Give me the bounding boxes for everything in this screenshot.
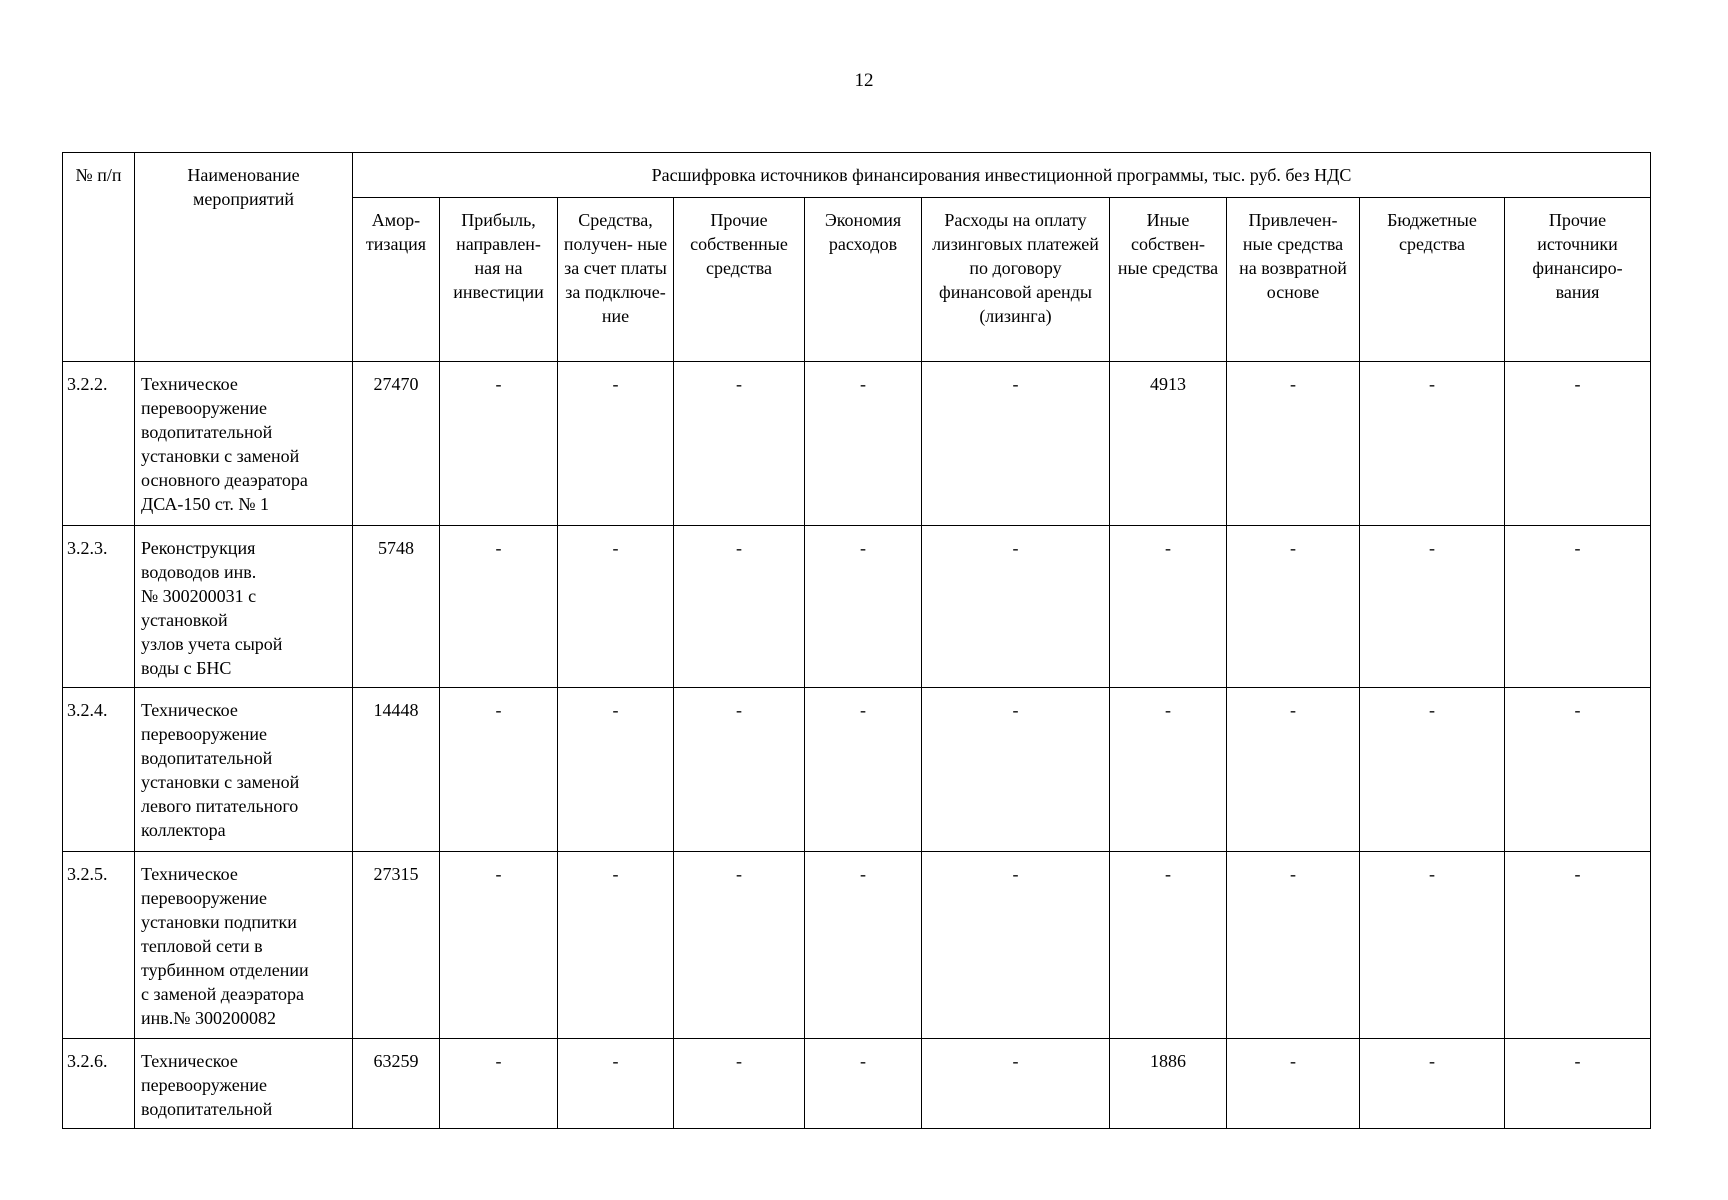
row-name-line: с заменой деаэратора — [141, 984, 304, 1004]
col-header-budget: Бюджетные средства — [1360, 198, 1505, 362]
cell-other_own2: 1886 — [1110, 1039, 1227, 1129]
row-name-line: Реконструкция — [141, 538, 256, 558]
row-name-line: перевооружение — [141, 1075, 267, 1095]
row-name-line: коллектора — [141, 820, 226, 840]
row-name-line: перевооружение — [141, 888, 267, 908]
cell-other_own2: 4913 — [1110, 362, 1227, 526]
cell-other_sources: - — [1505, 526, 1651, 688]
cell-borrowed: - — [1227, 688, 1360, 852]
row-number: 3.2.4. — [63, 688, 135, 852]
cell-leasing: - — [922, 1039, 1110, 1129]
row-name-line: Техническое — [141, 700, 238, 720]
row-name-line: ДСА-150 ст. № 1 — [141, 494, 270, 514]
row-name — [135, 688, 353, 852]
row-name-line: турбинном отделении — [141, 960, 309, 980]
col-header-name: Наименование мероприятий — [135, 153, 353, 362]
cell-budget: - — [1360, 852, 1505, 1039]
row-name-line: перевооружение — [141, 724, 267, 744]
col-header-profit: Прибыль, направлен- ная на инвестиции — [440, 198, 558, 362]
cell-budget: - — [1360, 526, 1505, 688]
cell-profit: - — [440, 362, 558, 526]
table-row — [63, 852, 1651, 1039]
cell-other_own: - — [674, 526, 805, 688]
cell-amort: 27470 — [353, 362, 440, 526]
col-header-savings: Экономия расходов — [805, 198, 922, 362]
row-name — [135, 852, 353, 1039]
row-name-line: установки с заменой — [141, 772, 300, 792]
header-row-group — [63, 153, 1651, 198]
col-header-num: № п/п — [63, 153, 135, 362]
cell-amort: 5748 — [353, 526, 440, 688]
cell-other_own2: - — [1110, 852, 1227, 1039]
row-name-line: водопитательной — [141, 1099, 273, 1119]
row-name-line: основного деаэратора — [141, 470, 308, 490]
table-row — [63, 1039, 1651, 1129]
cell-connection: - — [558, 362, 674, 526]
table-body — [63, 362, 1651, 1129]
table-row — [63, 362, 1651, 526]
cell-other_sources: - — [1505, 362, 1651, 526]
col-header-connection-fee: Средства, получен- ные за счет платы за подключе- ние — [558, 198, 674, 362]
row-name-line: воды с БНС — [141, 658, 232, 678]
cell-borrowed: - — [1227, 1039, 1360, 1129]
group-header: Расшифровка источников финансирования инвестиционной программы, тыс. руб. без НДС — [353, 153, 1651, 198]
cell-borrowed: - — [1227, 526, 1360, 688]
row-name-line: инв.№ 300200082 — [141, 1008, 276, 1028]
cell-budget: - — [1360, 688, 1505, 852]
col-header-other-own: Прочие собственные средства — [674, 198, 805, 362]
row-name-line: узлов учета сырой — [141, 634, 283, 654]
cell-leasing: - — [922, 526, 1110, 688]
cell-profit: - — [440, 688, 558, 852]
col-header-other-sources: Прочие источники финансиро- вания — [1505, 198, 1651, 362]
row-name-line: перевооружение — [141, 398, 267, 418]
cell-profit: - — [440, 526, 558, 688]
cell-budget: - — [1360, 1039, 1505, 1129]
cell-savings: - — [805, 852, 922, 1039]
row-name-line: Техническое — [141, 864, 238, 884]
cell-other_sources: - — [1505, 688, 1651, 852]
cell-other_own2: - — [1110, 526, 1227, 688]
cell-profit: - — [440, 1039, 558, 1129]
cell-connection: - — [558, 688, 674, 852]
cell-leasing: - — [922, 362, 1110, 526]
cell-borrowed: - — [1227, 852, 1360, 1039]
row-name-line: водопитательной — [141, 748, 273, 768]
cell-other_own2: - — [1110, 688, 1227, 852]
cell-other_own: - — [674, 852, 805, 1039]
cell-savings: - — [805, 688, 922, 852]
row-name-line: установки с заменой — [141, 446, 300, 466]
cell-leasing: - — [922, 688, 1110, 852]
page-number: 12 — [854, 70, 874, 91]
row-name-line: водоводов инв. — [141, 562, 257, 582]
cell-connection: - — [558, 526, 674, 688]
row-name-line: № 300200031 с — [141, 586, 257, 606]
cell-leasing: - — [922, 852, 1110, 1039]
row-number: 3.2.2. — [63, 362, 135, 526]
table-row — [63, 688, 1651, 852]
cell-amort: 63259 — [353, 1039, 440, 1129]
cell-savings: - — [805, 362, 922, 526]
row-name — [135, 1039, 353, 1129]
cell-connection: - — [558, 1039, 674, 1129]
cell-other_sources: - — [1505, 1039, 1651, 1129]
row-name-line: установки подпитки — [141, 912, 297, 932]
row-name-line: водопитательной — [141, 422, 273, 442]
cell-connection: - — [558, 852, 674, 1039]
row-number: 3.2.6. — [63, 1039, 135, 1129]
row-name — [135, 526, 353, 688]
col-header-other-own-2: Иные собствен- ные средства — [1110, 198, 1227, 362]
row-name-line: установкой — [141, 610, 228, 630]
cell-other_sources: - — [1505, 852, 1651, 1039]
row-number: 3.2.5. — [63, 852, 135, 1039]
table-row — [63, 526, 1651, 688]
col-header-amortization: Амор- тизация — [353, 198, 440, 362]
cell-profit: - — [440, 852, 558, 1039]
cell-other_own: - — [674, 1039, 805, 1129]
row-number: 3.2.3. — [63, 526, 135, 688]
cell-amort: 27315 — [353, 852, 440, 1039]
row-name-line: тепловой сети в — [141, 936, 263, 956]
cell-amort: 14448 — [353, 688, 440, 852]
col-header-borrowed: Привлечен- ные средства на возвратной основе — [1227, 198, 1360, 362]
financing-table — [62, 152, 1651, 1129]
cell-savings: - — [805, 526, 922, 688]
cell-budget: - — [1360, 362, 1505, 526]
cell-other_own: - — [674, 362, 805, 526]
row-name-line: левого питательного — [141, 796, 299, 816]
row-name-line: Техническое — [141, 374, 238, 394]
cell-other_own: - — [674, 688, 805, 852]
row-name-line: Техническое — [141, 1051, 238, 1071]
cell-borrowed: - — [1227, 362, 1360, 526]
row-name — [135, 362, 353, 526]
cell-savings: - — [805, 1039, 922, 1129]
col-header-leasing: Расходы на оплату лизинговых платежей по договору финансовой аренды (лизинга) — [922, 198, 1110, 362]
